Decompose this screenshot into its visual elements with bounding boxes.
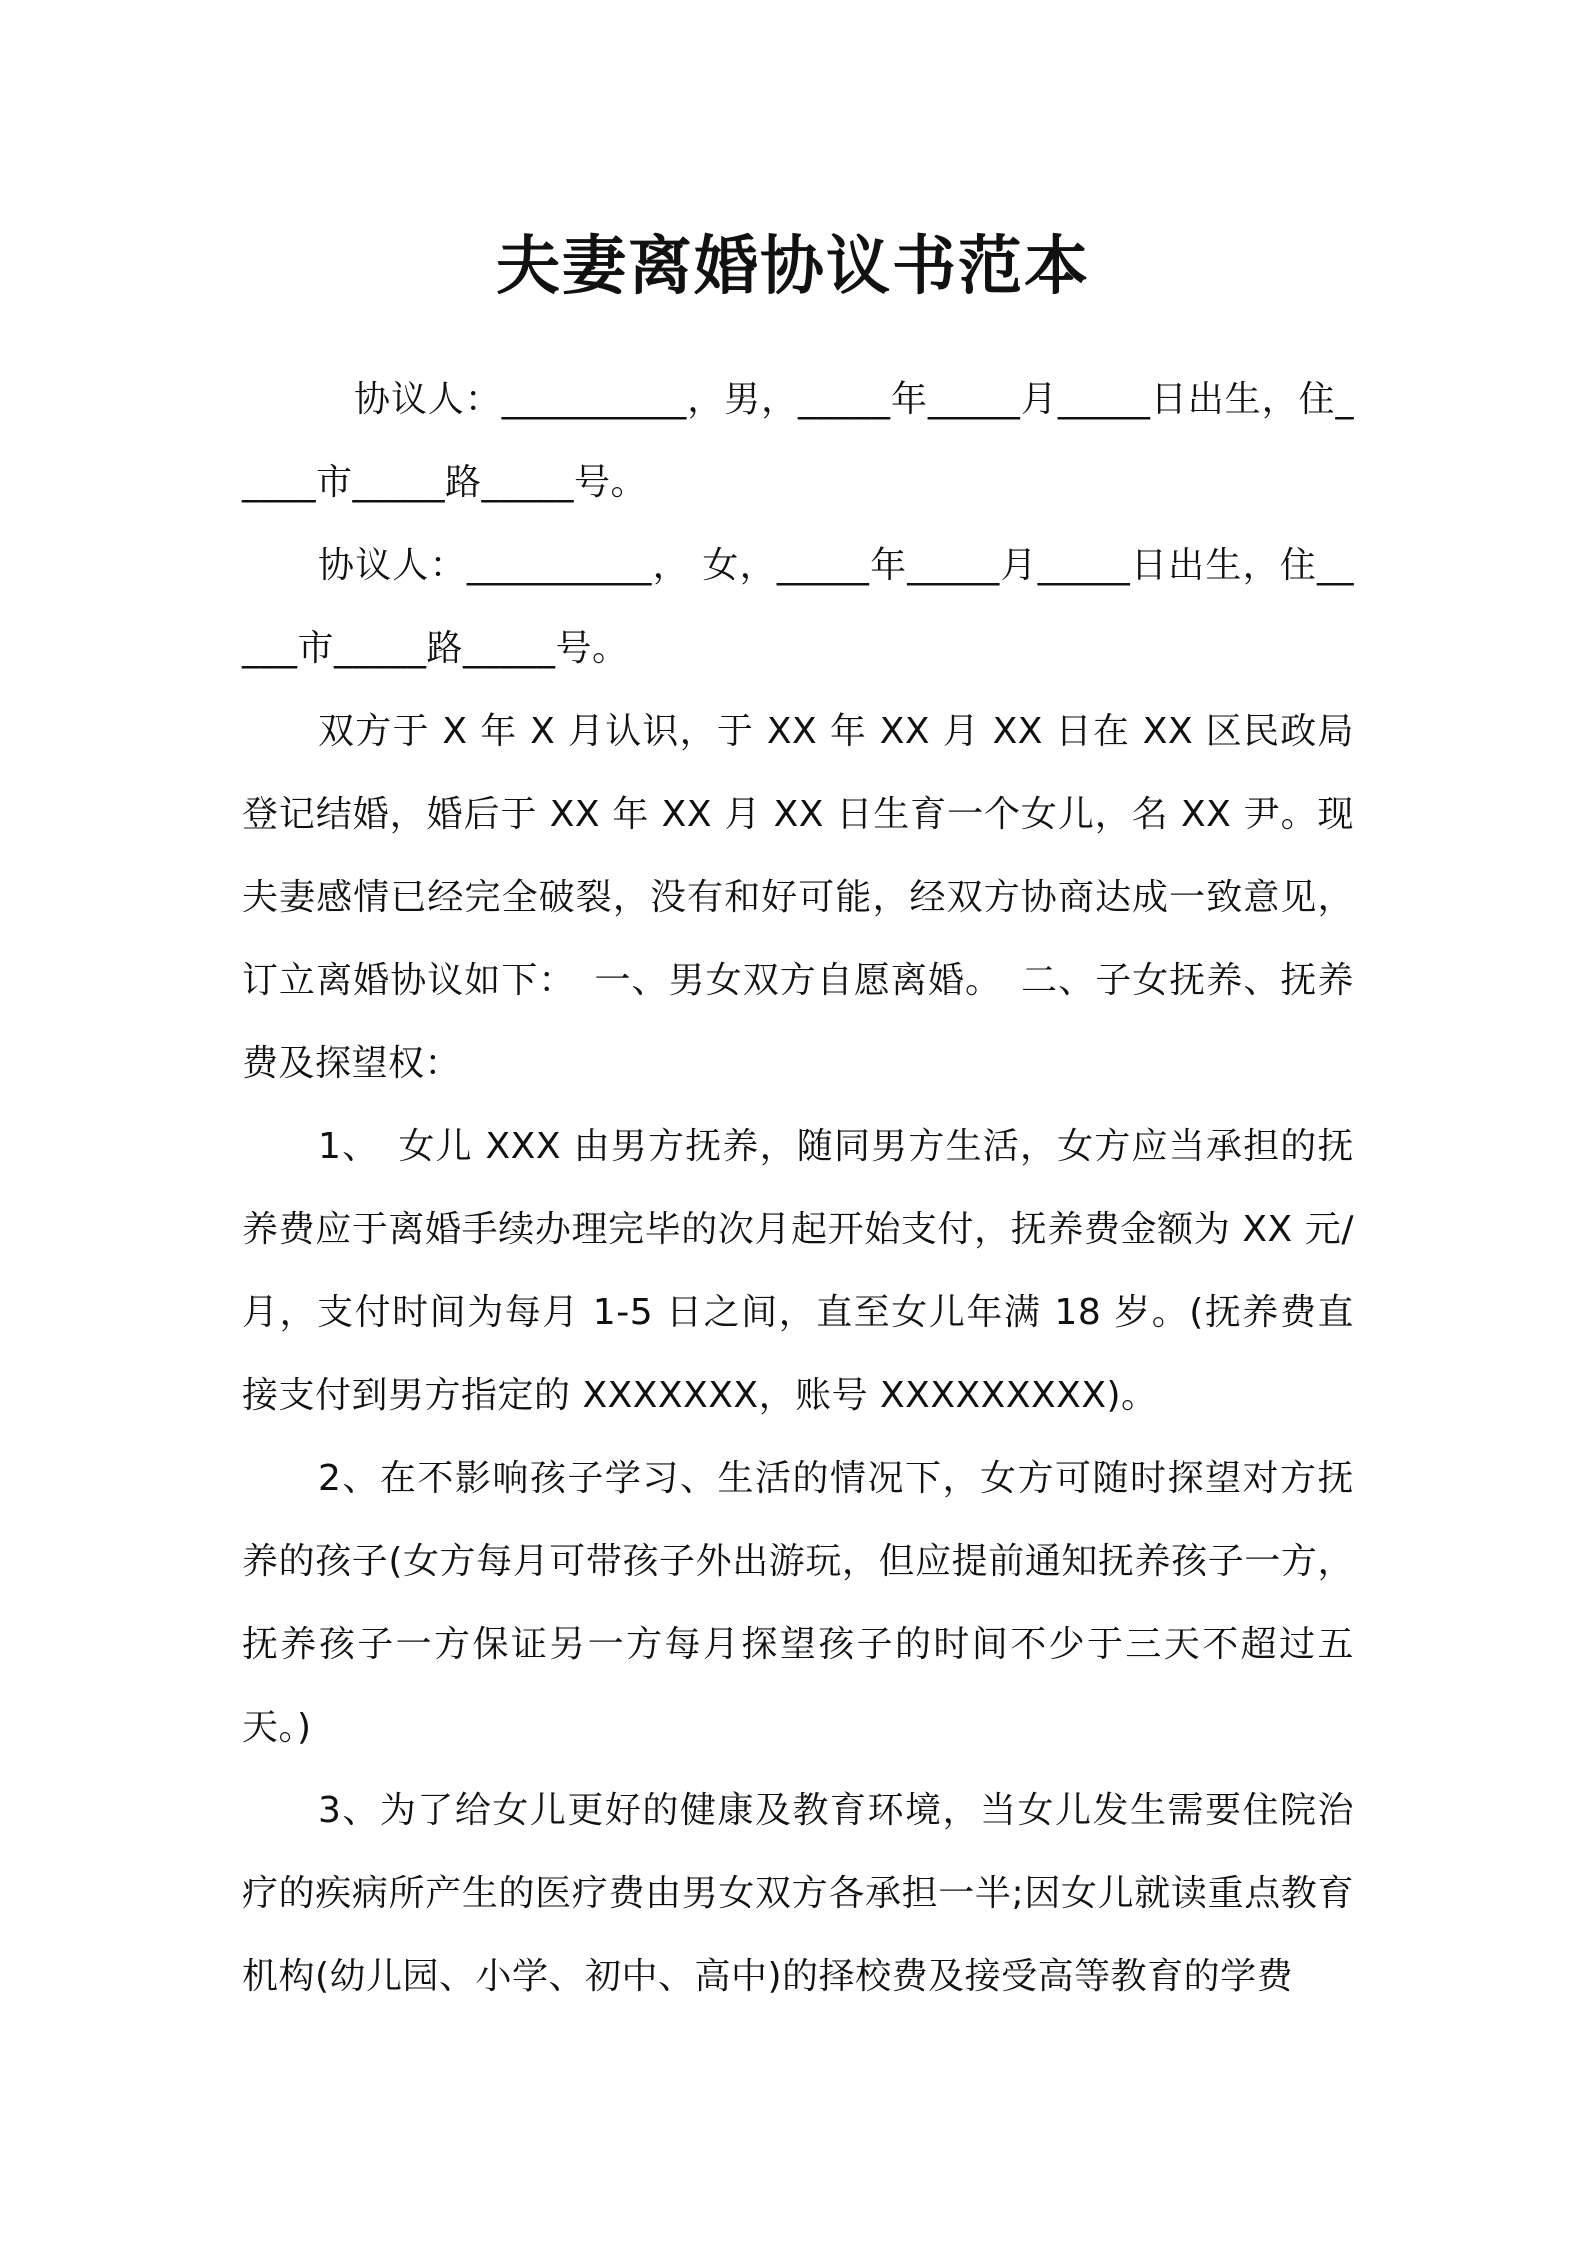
document-body [242, 358, 1354, 2018]
clause-1-paragraph: 1、 女儿 XXX 由男方抚养，随同男方生活，女方应当承担的抚养费应于离婚手续办理完毕的次月起开始支付，抚养费金额为 XX 元/月，支付时间为每月 1-5 日之间，直至女儿年满 18 岁。(抚养费直接支付到男方指定的 XXXXXXX，账号 XXXXXXXXX)。 [242, 1126, 1354, 1416]
clause-2-paragraph: 2、在不影响孩子学习、生活的情况下，女方可随时探望对方抚养的孩子(女方每月可带孩子外出游玩，但应提前通知抚养孩子一方，抚养孩子一方保证另一方每月探望孩子的时间不少于三天不超过五天。) [242, 1458, 1354, 1748]
party-female-paragraph: 协议人：__________， 女，_____年_____月_____日出生，住_____市_____路_____号。 [242, 545, 1354, 669]
document-title: 夫妻离婚协议书范本 [496, 230, 1090, 304]
background-paragraph: 双方于 X 年 X 月认识，于 XX 年 XX 月 XX 日在 XX 区民政局登记结婚，婚后于 XX 年 XX 月 XX 日生育一个女儿，名 XX 尹。现夫妻感情已经完全破裂，没有和好可能，经双方协商达成一致意见，订立离婚协议如下： 一、男女双方自愿离婚。 二、子女抚养、抚养费及探望权： [242, 711, 1354, 1084]
party-male-paragraph: 协议人：__________，男，_____年_____月_____日出生，住_____市_____路_____号。 [242, 379, 1354, 503]
clause-3-paragraph: 3、为了给女儿更好的健康及教育环境，当女儿发生需要住院治疗的疾病所产生的医疗费由男女双方各承担一半;因女儿就读重点教育机构(幼儿园、小学、初中、高中)的择校费及接受高等教育的学费 [242, 1790, 1354, 1997]
